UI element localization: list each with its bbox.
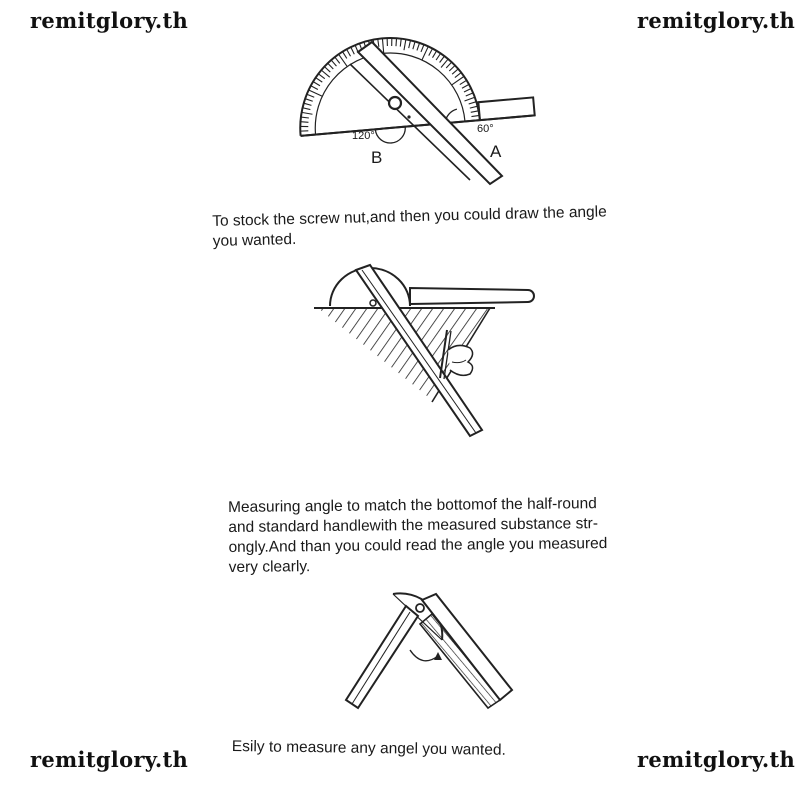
scale-tick xyxy=(471,111,479,113)
scale-tick xyxy=(464,89,472,93)
scale-tick xyxy=(451,76,465,85)
scale-tick xyxy=(439,56,445,62)
angle-label-120: 120° xyxy=(352,130,375,142)
scale-tick xyxy=(395,38,397,46)
scale-tick xyxy=(300,121,308,123)
scale-tick xyxy=(316,77,323,83)
scale-tick xyxy=(466,93,474,96)
scale-tick xyxy=(464,97,475,101)
scale-tick xyxy=(432,51,437,58)
scale-tick xyxy=(302,111,313,115)
scale-tick xyxy=(303,107,311,110)
scale-tick xyxy=(347,49,351,57)
scale-tick xyxy=(391,38,393,46)
scale-tick xyxy=(462,84,470,88)
line-label-b: B xyxy=(371,148,383,167)
scale-tick xyxy=(403,39,407,50)
scale-tick xyxy=(351,47,355,55)
scale-tick xyxy=(471,115,479,116)
scale-tick xyxy=(331,60,336,67)
scale-tick xyxy=(454,73,461,78)
watermark-bottom-right: remitglory.th xyxy=(637,747,796,772)
scale-tick xyxy=(343,51,347,58)
scale-tick xyxy=(436,53,442,60)
scale-tick xyxy=(335,57,340,64)
scale-tick xyxy=(400,39,402,47)
scale-tick xyxy=(304,103,312,107)
scale-tick xyxy=(305,98,313,102)
scale-tick xyxy=(408,40,411,48)
caption-step-1: To stock the screw nut,and then you could draw the angle you wanted. xyxy=(212,203,607,250)
scale-tick xyxy=(412,41,416,49)
scale-tick xyxy=(428,49,433,56)
scale-tick xyxy=(339,54,348,68)
scale-tick xyxy=(378,39,379,47)
scale-tick xyxy=(469,102,477,104)
pivot-screw xyxy=(416,604,424,612)
watermark-top-right: remitglory.th xyxy=(637,8,796,33)
figure-protractor-measuring-any-angle xyxy=(346,593,512,708)
scale-tick xyxy=(452,69,459,74)
scale-tick xyxy=(470,106,478,108)
protractor-scale-ticks xyxy=(293,30,480,135)
protractor-head xyxy=(293,30,480,135)
scale-tick xyxy=(328,63,334,70)
caption-step-2: Measuring angle to match the bottomof the half-round and standard handlewith the measured substance str- ongly.And than you could read the angle you measured very clearly. xyxy=(228,495,608,576)
scale-tick xyxy=(382,38,383,53)
line-label-a: A xyxy=(490,142,502,161)
scale-tick xyxy=(459,80,466,84)
scale-tick xyxy=(420,45,424,52)
scale-tick xyxy=(449,65,456,71)
scale-tick xyxy=(307,94,314,98)
scale-tick xyxy=(300,130,308,131)
scale-tick xyxy=(318,73,324,79)
watermark-top-left: remitglory.th xyxy=(30,8,189,33)
scale-tick xyxy=(387,38,388,46)
caption-step-3: Esily to measure any angel you wanted. xyxy=(231,737,506,759)
angle-label-60: 60° xyxy=(477,123,494,135)
scale-tick xyxy=(416,43,420,51)
screw-nut xyxy=(389,97,401,109)
scale-tick xyxy=(324,66,330,72)
scale-tick xyxy=(313,81,320,86)
scale-tick xyxy=(301,116,309,118)
scale-tick xyxy=(300,126,308,128)
scale-tick xyxy=(311,85,318,90)
figure-protractor-measuring-surface xyxy=(314,265,534,436)
scale-tick xyxy=(446,62,452,68)
watermark-bottom-left: remitglory.th xyxy=(30,747,189,772)
